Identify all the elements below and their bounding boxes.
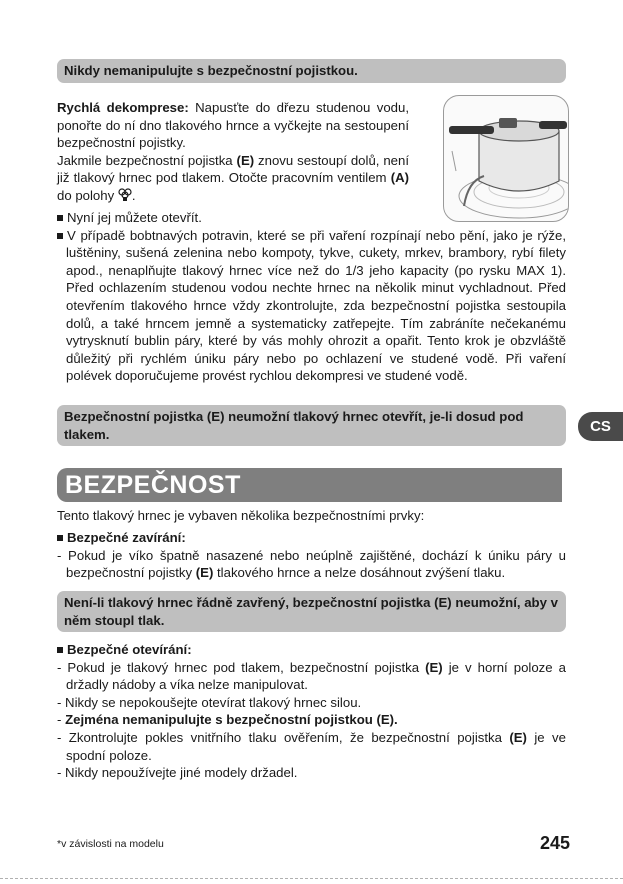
quick-text-2f: . [131,187,136,203]
footnote: *v závislosti na modelu [57,838,164,850]
safety-intro: Tento tlakový hrnec je vybaven několika bezpečnostními prvky: [57,508,425,523]
list-item: - Nikdy se nepokoušejte otevírat tlakový hrnec silou. [57,694,362,710]
safe-opening-block [57,641,566,782]
quick-decompression-paragraph [57,99,409,205]
list-item: - Pokud je tlakový hrnec pod tlakem, bezpečnostní pojistka (E) je v horní poloze a držadly nádoby a víka nelze manipulovat. [57,659,566,693]
list-item: - Nikdy nepoužívejte jiné modely držadel. [57,765,298,781]
list-item: - Zejména nemanipulujte s bezpečnostní pojistkou (E). [57,712,398,728]
cooker-in-sink-illustration [443,95,569,222]
list-item: - Zkontrolujte pokles vnitřního tlaku ověřením, že bezpečnostní pojistka (E) je ve spodní poloze. [57,729,566,763]
quick-text-2e: do polohy [57,187,118,203]
quick-text-2a: Jakmile bezpečnostní pojistka [57,152,237,168]
quick-decompression-text: Napusťte do dřezu studenou vodu, ponořte do ní dno tlakového hrnce a vyčkejte na sestoupení bezpečnostní pojistky. [57,100,409,151]
safe-opening-heading: Bezpečné otevírání: [57,641,566,659]
quick-text-2b: (E) [236,152,255,168]
warning-not-closed: Není-li tlakový hrnec řádně zavřený, bezpečnostní pojistka (E) neumožní, aby v něm stoupl tlak. [57,591,566,632]
page-bottom-border [0,878,623,879]
language-tab: CS [578,412,623,441]
list-item [57,209,566,227]
list-item-text: V případě bobtnavých potravin, které se při vaření rozpínají nebo pění, jako je rýže, luštěniny, sušená zelenina nebo kompoty, tykve, cukety, mrkev, brambory, rybí filety apod., nenaplňujte tlakový hrnec více než do 1/3 jeho kapacity (po rysku MAX 1). Před ochlazením studenou vodou nechte hrnec na několik minut vychladnout. Před otevřením tlakového hrnce vždy zkontrolujte, zda bezpečnostní pojistka sestoupila dolů, a také hrncem jemně a systematicky zatřepejte. Tím zabráníte nečekanému vytrysknutí bublin páry, které by vás mohly ohrozit a opařit. Tento krok je obzvláště důležitý při rychlém úniku páry nebo po ochlazení ve studené vodě. Při vaření polévek doporučujeme provést rychlou dekompresi ve studené vodě. [66,227,566,384]
steam-valve-icon [118,188,132,202]
square-bullet-icon [57,215,63,221]
quick-decompression-label: Rychlá dekomprese: [57,100,189,115]
page-number: 245 [540,833,571,853]
quick-text-2d: (A) [390,170,409,186]
quick-text-2c: znovu sestoupí dolů, není již tlakový hrnec pod tlakem. Otočte pracovním ventilem [57,152,410,186]
safe-closing-block [57,529,566,582]
list-item: - Pokud je víko špatně nasazené nebo neúplně zajištěné, dochází k úniku páry u bezpečnostní pojistky (E) tlakového hrnce a nelze dosáhnout zvýšení tlaku. [57,547,566,581]
bullet-list [57,209,566,385]
warning-pressure-lock: Bezpečnostní pojistka (E) neumožní tlakový hrnec otevřít, je-li dosud pod tlakem. [57,405,566,446]
warning-never-manipulate: Nikdy nemanipulujte s bezpečnostní pojistkou. [57,59,566,83]
safe-closing-heading: Bezpečné zavírání: [57,529,566,547]
list-item-text: Nyní jej můžete otevřít. [67,210,202,225]
section-title: BEZPEČNOST [57,468,562,502]
square-bullet-icon [57,535,63,541]
list-item [57,227,566,385]
square-bullet-icon [57,647,63,653]
square-bullet-icon [57,233,63,239]
